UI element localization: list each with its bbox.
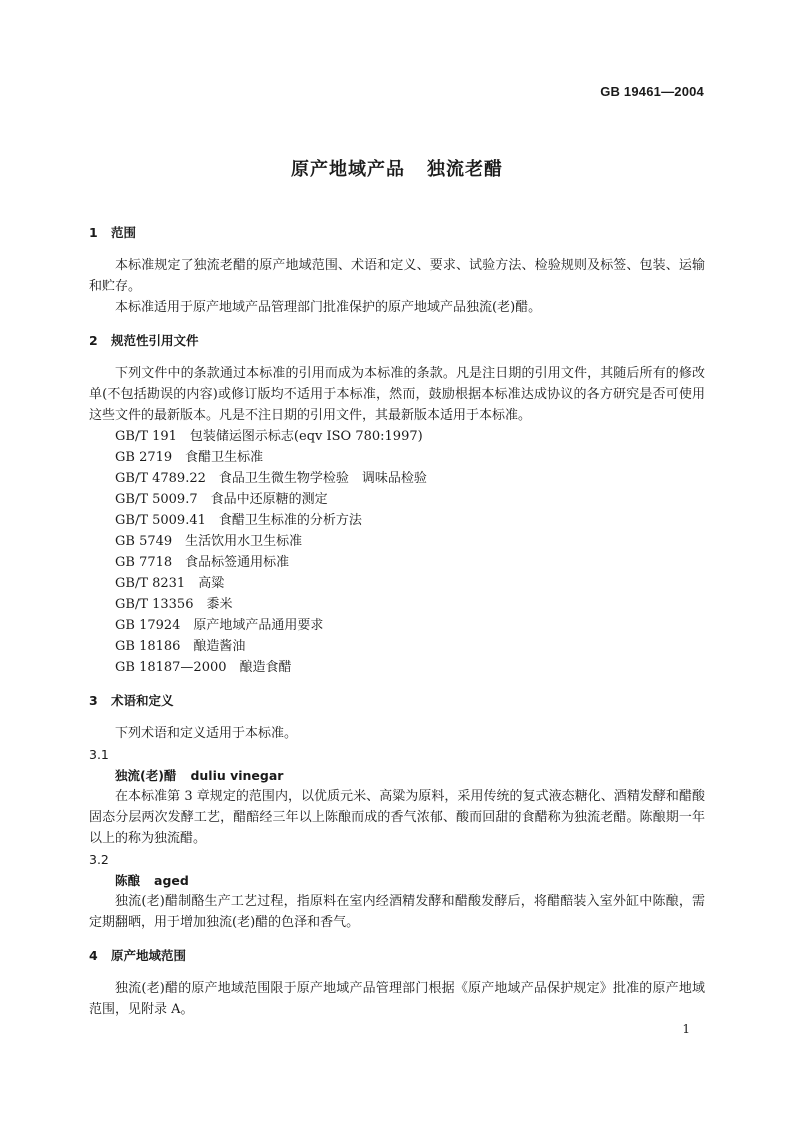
section-4-heading: 4 原产地域范围 — [89, 948, 187, 963]
section-1-paragraph-1: 本标准规定了独流老醋的原产地域范围、术语和定义、要求、试验方法、检验规则及标签、包装、运输和贮存。 — [89, 258, 705, 294]
section-3-heading: 3 术语和定义 — [89, 693, 174, 708]
reference-item: GB/T 191 包装储运图示标志(eqv ISO 780:1997) — [115, 429, 423, 444]
term-3-1-name: 独流(老)醋 duliu vinegar — [115, 768, 284, 783]
reference-item: GB/T 13356 黍米 — [115, 597, 233, 612]
page-number: 1 — [682, 1022, 690, 1036]
reference-item: GB 18187—2000 酿造食醋 — [115, 660, 292, 675]
document-body — [89, 222, 705, 1020]
section-2-paragraph-1: 下列文件中的条款通过本标准的引用而成为本标准的条款。凡是注日期的引用文件，其随后所有的修改单(不包括勘误的内容)或修订版均不适用于本标准，然而，鼓励根据本标准达成协议的各方研究是否可使用这些文件的最新版本。凡是不注日期的引用文件，其最新版本适用于本标准。 — [89, 366, 705, 423]
section-4-paragraph-1: 独流(老)醋的原产地域范围限于原产地域产品管理部门根据《原产地域产品保护规定》批准的原产地域范围，见附录 A。 — [89, 981, 705, 1017]
reference-item: GB 17924 原产地域产品通用要求 — [115, 618, 324, 633]
term-3-1-number: 3.1 — [89, 747, 109, 762]
reference-item: GB/T 5009.7 食品中还原糖的测定 — [115, 492, 328, 507]
section-1-heading: 1 范围 — [89, 225, 137, 240]
title-part-2: 独流老醋 — [427, 159, 503, 180]
reference-item: GB 5749 生活饮用水卫生标准 — [115, 534, 303, 549]
reference-item: GB 18186 酿造酱油 — [115, 639, 246, 654]
section-3-paragraph-1: 下列术语和定义适用于本标准。 — [115, 726, 298, 741]
term-3-1-definition: 在本标准第 3 章规定的范围内，以优质元米、高粱为原料，采用传统的复式液态糖化、酒精发酵和醋酸固态分层两次发酵工艺，醋醅经三年以上陈酿而成的香气浓郁、酸而回甜的食醋称为独流老醋。陈酿期一年以上的称为独流醋。 — [89, 789, 705, 846]
term-3-2-name: 陈酿 aged — [115, 873, 189, 888]
standard-number: GB 19461—2004 — [600, 84, 704, 99]
title-part-1: 原产地域产品 — [291, 159, 405, 180]
reference-item: GB 2719 食醋卫生标准 — [115, 450, 264, 465]
reference-item: GB/T 8231 高粱 — [115, 576, 225, 591]
term-3-2-definition: 独流(老)醋制酪生产工艺过程，指原料在室内经酒精发酵和醋酸发酵后，将醋醅装入室外缸中陈酿，需定期翻晒，用于增加独流(老)醋的色泽和香气。 — [89, 894, 705, 930]
term-3-2-number: 3.2 — [89, 852, 109, 867]
section-1-paragraph-2: 本标准适用于原产地域产品管理部门批准保护的原产地域产品独流(老)醋。 — [115, 300, 542, 315]
reference-item: GB/T 4789.22 食品卫生微生物学检验 调味品检验 — [115, 471, 427, 486]
document-title — [0, 155, 794, 181]
reference-item: GB/T 5009.41 食醋卫生标准的分析方法 — [115, 513, 362, 528]
section-2-heading: 2 规范性引用文件 — [89, 333, 199, 348]
reference-item: GB 7718 食品标签通用标准 — [115, 555, 290, 570]
